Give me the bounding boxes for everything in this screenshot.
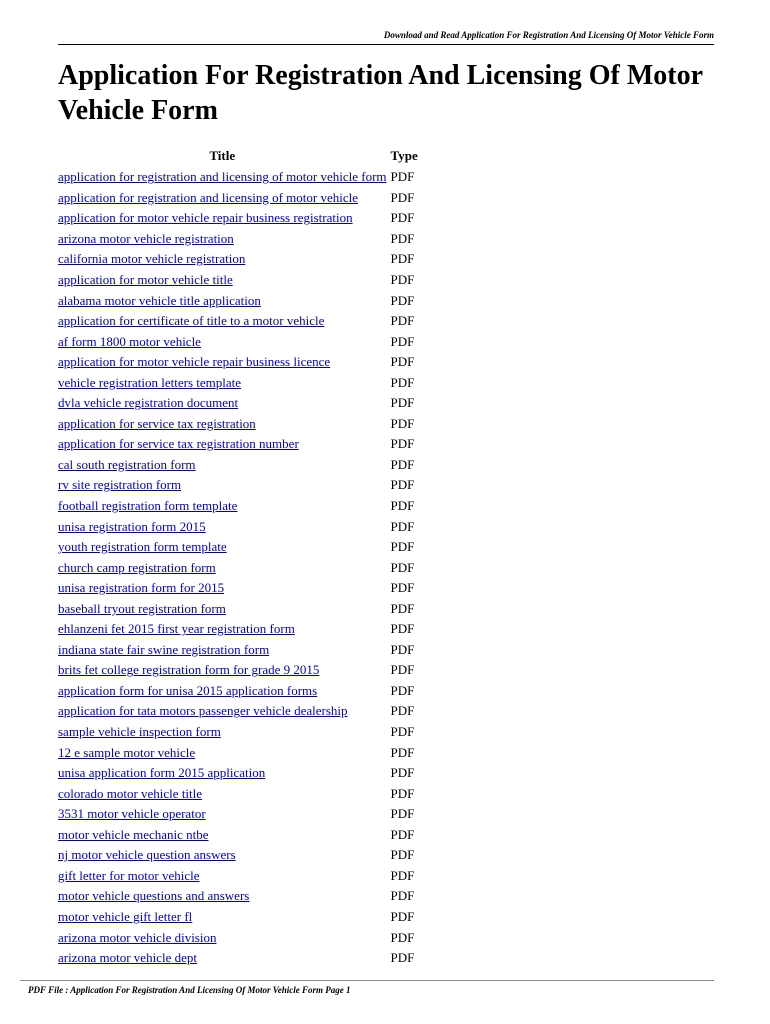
file-type-cell: PDF — [390, 806, 415, 822]
title-cell — [56, 722, 389, 743]
title-cell — [56, 270, 389, 291]
table-row — [56, 598, 420, 619]
column-header-type: Type — [390, 148, 418, 163]
file-type-cell: PDF — [390, 765, 415, 781]
table-row — [56, 742, 420, 763]
document-link[interactable]: football registration form template — [58, 498, 238, 514]
title-cell — [56, 475, 389, 496]
document-link[interactable]: af form 1800 motor vehicle — [58, 333, 201, 349]
table-row — [56, 167, 420, 188]
title-cell — [56, 742, 389, 763]
table-row — [56, 866, 420, 887]
file-type-cell: PDF — [390, 826, 415, 842]
title-cell — [56, 866, 389, 887]
file-type-cell: PDF — [390, 559, 415, 575]
page-title: Application For Registration And Licensing Of Motor Vehicle Form — [58, 60, 703, 126]
table-row — [56, 270, 420, 291]
title-cell — [56, 188, 389, 209]
table-row — [56, 681, 420, 702]
title-cell — [56, 393, 389, 414]
file-type-cell: PDF — [390, 169, 415, 185]
document-link[interactable]: unisa registration form for 2015 — [58, 580, 225, 596]
title-cell — [56, 434, 389, 455]
document-link[interactable]: indiana state fair swine registration form — [58, 641, 270, 657]
document-link[interactable]: 3531 motor vehicle operator — [58, 806, 206, 822]
table-row — [56, 290, 420, 311]
document-link[interactable]: alabama motor vehicle title application — [58, 292, 261, 308]
table-row — [56, 907, 420, 928]
file-type-cell: PDF — [390, 703, 415, 719]
title-cell — [56, 701, 389, 722]
title-cell — [56, 249, 389, 270]
document-link[interactable]: youth registration form template — [58, 539, 227, 555]
table-row — [56, 311, 420, 332]
title-cell — [56, 660, 389, 681]
document-link[interactable]: motor vehicle gift letter fl — [58, 908, 193, 924]
column-header-title: Title — [209, 148, 236, 163]
table-row — [56, 414, 420, 435]
footer-text: PDF File : Application For Registration And Licensing Of Motor Vehicle Form — [28, 985, 323, 995]
table-row — [56, 845, 420, 866]
file-type-cell: PDF — [390, 950, 415, 966]
table-row — [56, 516, 420, 537]
document-link[interactable]: application for certificate of title to a motor vehicle — [58, 313, 325, 329]
file-type-cell: PDF — [390, 724, 415, 740]
table-row — [56, 660, 420, 681]
title-cell — [56, 414, 389, 435]
file-type-cell: PDF — [390, 313, 415, 329]
file-type-cell: PDF — [390, 374, 415, 390]
title-cell — [56, 907, 389, 928]
file-type-cell: PDF — [390, 251, 415, 267]
page-header — [58, 30, 714, 45]
file-type-cell: PDF — [390, 580, 415, 596]
footer-divider — [20, 980, 714, 981]
document-link[interactable]: application form for unisa 2015 application forms — [58, 682, 318, 698]
file-type-cell: PDF — [390, 498, 415, 514]
document-link[interactable]: application for motor vehicle repair business licence — [58, 354, 331, 370]
file-type-cell: PDF — [390, 641, 415, 657]
document-link[interactable]: colorado motor vehicle title — [58, 785, 203, 801]
title-cell — [56, 948, 389, 969]
document-link[interactable]: application for tata motors passenger vehicle dealership — [58, 703, 348, 719]
title-cell — [56, 598, 389, 619]
title-cell — [56, 825, 389, 846]
title-cell — [56, 578, 389, 599]
document-link[interactable]: application for motor vehicle title — [58, 272, 233, 287]
table-body — [56, 167, 420, 968]
table-row — [56, 783, 420, 804]
title-cell — [56, 372, 389, 393]
table-row — [56, 249, 420, 270]
file-type-cell: PDF — [390, 539, 415, 555]
header-text: Download and Read Application For Registration And Licensing Of Motor Vehicle Form — [383, 30, 714, 40]
title-cell — [56, 640, 389, 661]
file-type-cell: PDF — [390, 600, 415, 616]
file-type-cell: PDF — [390, 272, 415, 287]
file-type-cell: PDF — [390, 888, 415, 904]
title-cell — [56, 886, 389, 907]
table-row — [56, 372, 420, 393]
title-cell — [56, 783, 389, 804]
table-row — [56, 434, 420, 455]
table-row — [56, 475, 420, 496]
title-cell — [56, 167, 389, 188]
title-cell — [56, 619, 389, 640]
document-link[interactable]: application for service tax registration number — [58, 436, 299, 452]
file-type-cell: PDF — [390, 477, 415, 493]
document-link[interactable]: unisa application form 2015 application — [58, 765, 266, 781]
document-link[interactable]: application for service tax registration — [58, 415, 256, 431]
document-link[interactable]: nj motor vehicle question answers — [58, 847, 236, 863]
file-type-cell: PDF — [390, 867, 415, 883]
table-row — [56, 640, 420, 661]
file-type-cell: PDF — [390, 621, 415, 637]
document-link[interactable]: vehicle registration letters template — [58, 374, 242, 390]
file-type-cell: PDF — [390, 518, 415, 534]
document-link[interactable]: arizona motor vehicle division — [58, 929, 217, 945]
document-link[interactable]: application for registration and licensing of motor vehicle — [58, 189, 358, 205]
table-row — [56, 619, 420, 640]
file-type-cell: PDF — [390, 682, 415, 698]
table-row — [56, 722, 420, 743]
document-link[interactable]: rv site registration form — [58, 477, 182, 493]
title-cell — [56, 927, 389, 948]
table-row — [56, 886, 420, 907]
document-link[interactable]: arizona motor vehicle registration — [58, 230, 234, 246]
document-link[interactable]: gift letter for motor vehicle — [58, 867, 200, 883]
table-row — [56, 701, 420, 722]
title-cell — [56, 352, 389, 373]
title-cell — [56, 845, 389, 866]
title-cell — [56, 290, 389, 311]
file-type-cell: PDF — [390, 929, 415, 945]
title-cell — [56, 537, 389, 558]
title-cell — [56, 455, 389, 476]
table-row — [56, 825, 420, 846]
file-type-cell: PDF — [390, 785, 415, 801]
document-link[interactable]: church camp registration form — [58, 559, 216, 575]
file-type-cell: PDF — [390, 333, 415, 349]
page-footer — [28, 985, 350, 995]
document-link[interactable]: dvla vehicle registration document — [58, 395, 239, 411]
title-cell — [56, 229, 389, 250]
table-row — [56, 578, 420, 599]
page-number: Page 1 — [325, 985, 351, 995]
document-link[interactable]: brits fet college registration form for grade 9 2015 — [58, 662, 320, 678]
title-cell — [56, 516, 389, 537]
document-link[interactable]: sample vehicle inspection form — [58, 724, 221, 740]
table-row — [56, 331, 420, 352]
file-type-cell: PDF — [390, 436, 415, 452]
title-cell — [56, 804, 389, 825]
document-link[interactable]: cal south registration form — [58, 456, 196, 472]
file-type-cell: PDF — [390, 230, 415, 246]
file-type-cell: PDF — [390, 292, 415, 308]
file-type-cell: PDF — [390, 908, 415, 924]
document-link[interactable]: arizona motor vehicle dept — [58, 950, 197, 966]
table-row — [56, 229, 420, 250]
table-row — [56, 496, 420, 517]
file-type-cell: PDF — [390, 847, 415, 863]
table-row — [56, 393, 420, 414]
file-type-cell: PDF — [390, 744, 415, 760]
table-row — [56, 927, 420, 948]
file-type-cell: PDF — [390, 354, 415, 370]
table-row — [56, 557, 420, 578]
document-link[interactable]: motor vehicle questions and answers — [58, 888, 250, 904]
file-type-cell: PDF — [390, 395, 415, 411]
document-link[interactable]: application for registration and licensing of motor vehicle form — [58, 169, 387, 185]
table-row — [56, 948, 420, 969]
title-cell — [56, 763, 389, 784]
title-cell — [56, 208, 389, 229]
results-table — [56, 145, 420, 968]
file-type-cell: PDF — [390, 456, 415, 472]
table-row — [56, 455, 420, 476]
file-type-cell: PDF — [390, 210, 415, 226]
table-row — [56, 352, 420, 373]
title-cell — [56, 331, 389, 352]
file-type-cell: PDF — [390, 189, 415, 205]
title-cell — [56, 496, 389, 517]
document-link[interactable]: baseball tryout registration form — [58, 600, 226, 616]
title-cell — [56, 311, 389, 332]
file-type-cell: PDF — [390, 662, 415, 678]
table-row — [56, 208, 420, 229]
document-link[interactable]: application for motor vehicle repair business registration — [58, 210, 353, 226]
title-cell — [56, 681, 389, 702]
document-link[interactable]: unisa registration form 2015 — [58, 518, 206, 534]
table-header-row — [56, 145, 420, 167]
table-row — [56, 804, 420, 825]
document-link[interactable]: california motor vehicle registration — [58, 251, 246, 267]
table-row — [56, 537, 420, 558]
document-link[interactable]: ehlanzeni fet 2015 first year registration form — [58, 621, 295, 637]
file-type-cell: PDF — [390, 415, 415, 431]
document-link[interactable]: 12 e sample motor vehicle — [58, 744, 196, 760]
table-row — [56, 763, 420, 784]
title-cell — [56, 557, 389, 578]
table-row — [56, 188, 420, 209]
document-link[interactable]: motor vehicle mechanic ntbe — [58, 826, 209, 842]
